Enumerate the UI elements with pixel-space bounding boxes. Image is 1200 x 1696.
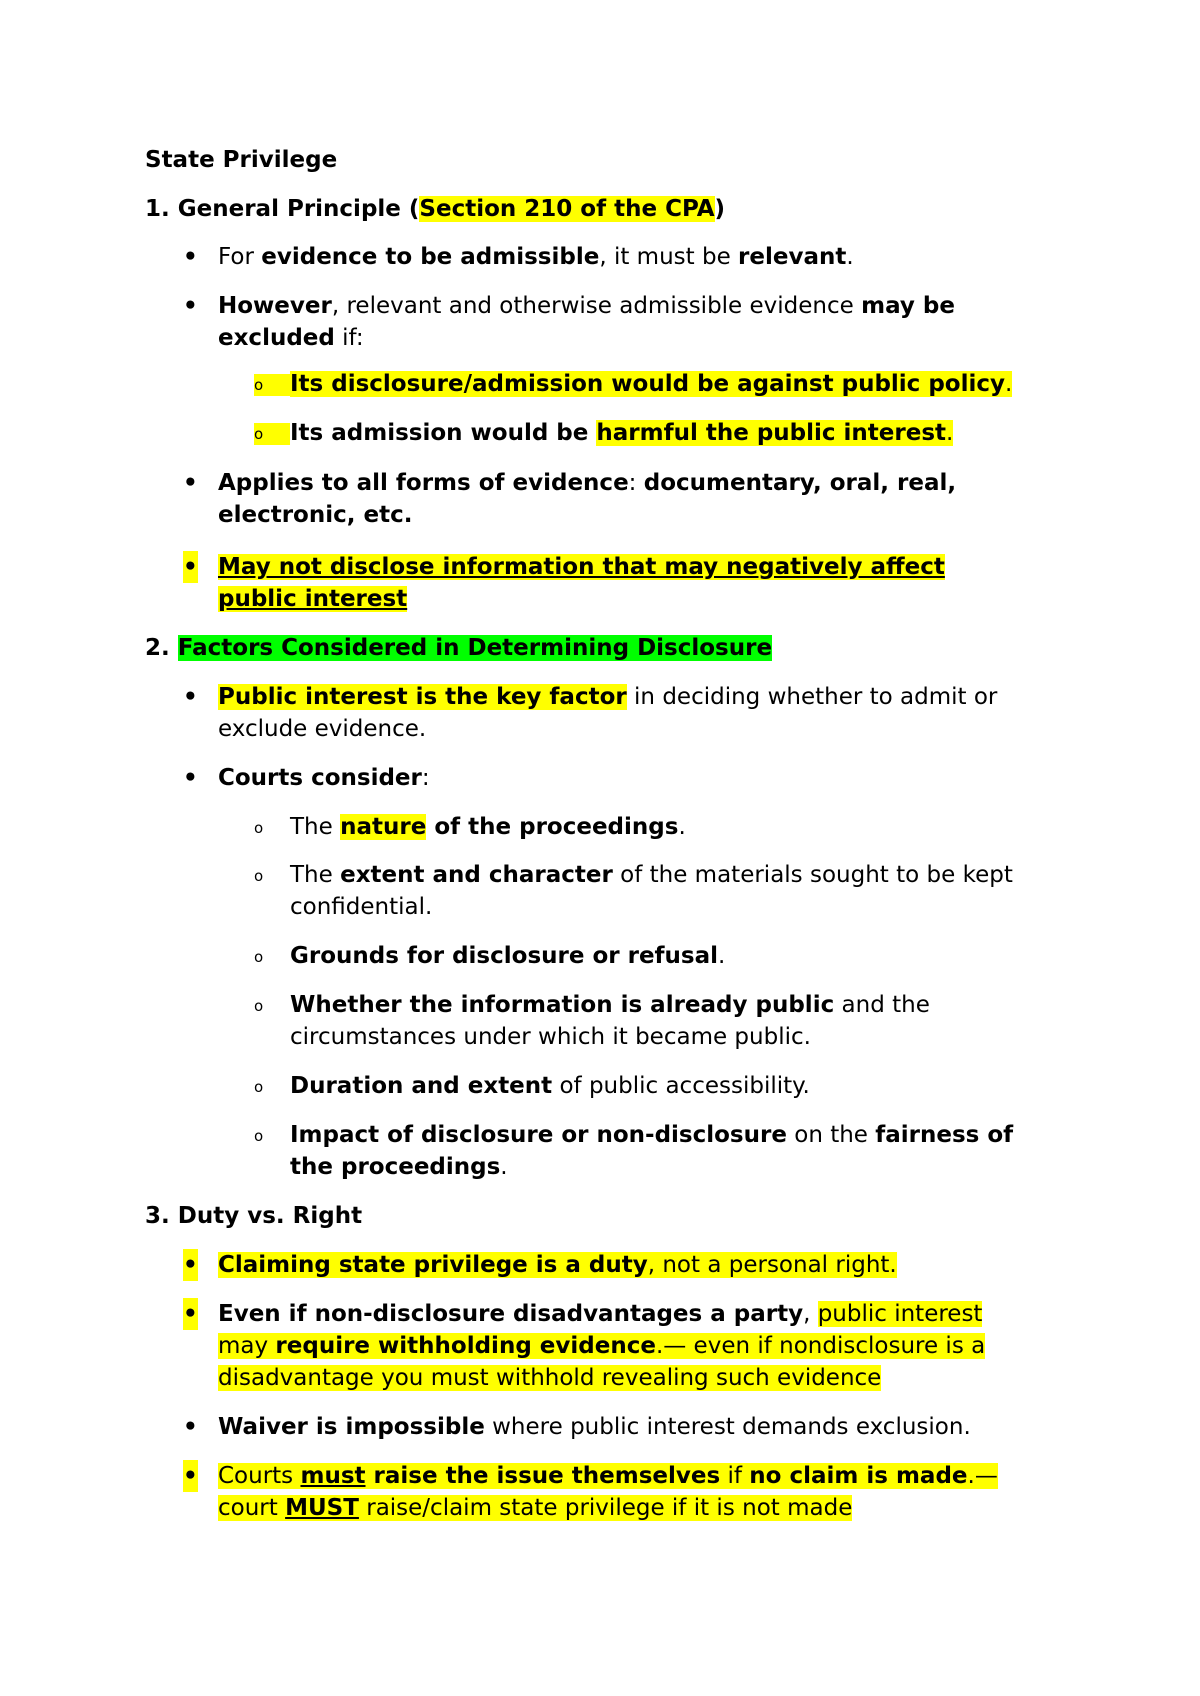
highlight: Factors Considered in Determining Disclosure — [177, 635, 773, 661]
list-item: Courts consider: — [218, 765, 430, 791]
bullet-icon: • — [183, 1249, 198, 1281]
sub-item: The extent and character of the materials sought to be kept — [290, 862, 1013, 888]
sub-bullet-icon: o — [254, 423, 290, 445]
sub-item: Its admission would be harmful the public interest. — [290, 420, 954, 446]
list-item: Courts must raise the issue themselves if no claim is made.— — [218, 1463, 998, 1489]
sub-item: Whether the information is already public and the — [290, 992, 930, 1018]
list-item-continuation: court MUST raise/claim state privilege if it is not made — [218, 1495, 853, 1521]
list-item-continuation: exclude evidence. — [218, 716, 427, 742]
sub-item: Impact of disclosure or non-disclosure on the fairness of — [290, 1122, 1014, 1148]
bullet-icon: • — [183, 765, 198, 791]
bullet-icon: • — [183, 684, 198, 710]
bullet-icon: • — [183, 293, 198, 319]
sub-bullet-icon: o — [254, 867, 264, 885]
list-item-continuation: public interest — [218, 586, 408, 612]
list-item: Claiming state privilege is a duty, not a personal right. — [218, 1252, 897, 1278]
highlight: Section 210 of the CPA — [419, 196, 715, 222]
sub-bullet-icon: o — [254, 1078, 264, 1096]
list-item-continuation: excluded if: — [218, 325, 364, 351]
sub-bullet-icon: o — [254, 374, 290, 396]
section-3-heading: 3. Duty vs. Right — [145, 1203, 363, 1229]
sub-item-continuation: the proceedings. — [290, 1154, 508, 1180]
sub-item-continuation: circumstances under which it became public. — [290, 1024, 811, 1050]
sub-item: The nature of the proceedings. — [290, 814, 686, 840]
bullet-icon: • — [183, 551, 198, 583]
sub-bullet-icon: o — [254, 997, 264, 1015]
list-item-continuation: may require withholding evidence.— even if nondisclosure is a — [218, 1333, 986, 1359]
list-item: For evidence to be admissible, it must be relevant. — [218, 244, 854, 270]
page-title: State Privilege — [145, 147, 338, 173]
list-item: Even if non-disclosure disadvantages a party, public interest — [218, 1301, 983, 1327]
bullet-icon: • — [183, 1298, 198, 1330]
sub-bullet-icon: o — [254, 819, 264, 837]
list-item: However, relevant and otherwise admissible evidence may be — [218, 293, 955, 319]
sub-item: Its disclosure/admission would be against public policy. — [290, 371, 1013, 397]
bullet-icon: • — [183, 470, 198, 496]
list-item: Public interest is the key factor in deciding whether to admit or — [218, 684, 998, 710]
sub-item: Duration and extent of public accessibility. — [290, 1073, 810, 1099]
sub-item-continuation: confidential. — [290, 894, 433, 920]
list-item: May not disclose information that may negatively affect — [218, 554, 945, 580]
section-number: 1. — [145, 196, 170, 222]
bullet-icon: • — [183, 1414, 198, 1440]
sub-bullet-icon: o — [254, 1127, 264, 1145]
list-item-continuation: electronic, etc. — [218, 502, 413, 528]
list-item: Waiver is impossible where public interest demands exclusion. — [218, 1414, 971, 1440]
sub-item: Grounds for disclosure or refusal. — [290, 943, 726, 969]
list-item-continuation: disadvantage you must withhold revealing such evidence — [218, 1365, 882, 1391]
section-2-heading: 2. Factors Considered in Determining Disclosure — [145, 635, 773, 661]
list-item: Applies to all forms of evidence: documentary, oral, real, — [218, 470, 957, 496]
bullet-icon: • — [183, 244, 198, 270]
bullet-icon: • — [183, 1460, 198, 1492]
section-1-heading: 1. General Principle (Section 210 of the CPA) — [145, 196, 726, 222]
sub-bullet-icon: o — [254, 948, 264, 966]
